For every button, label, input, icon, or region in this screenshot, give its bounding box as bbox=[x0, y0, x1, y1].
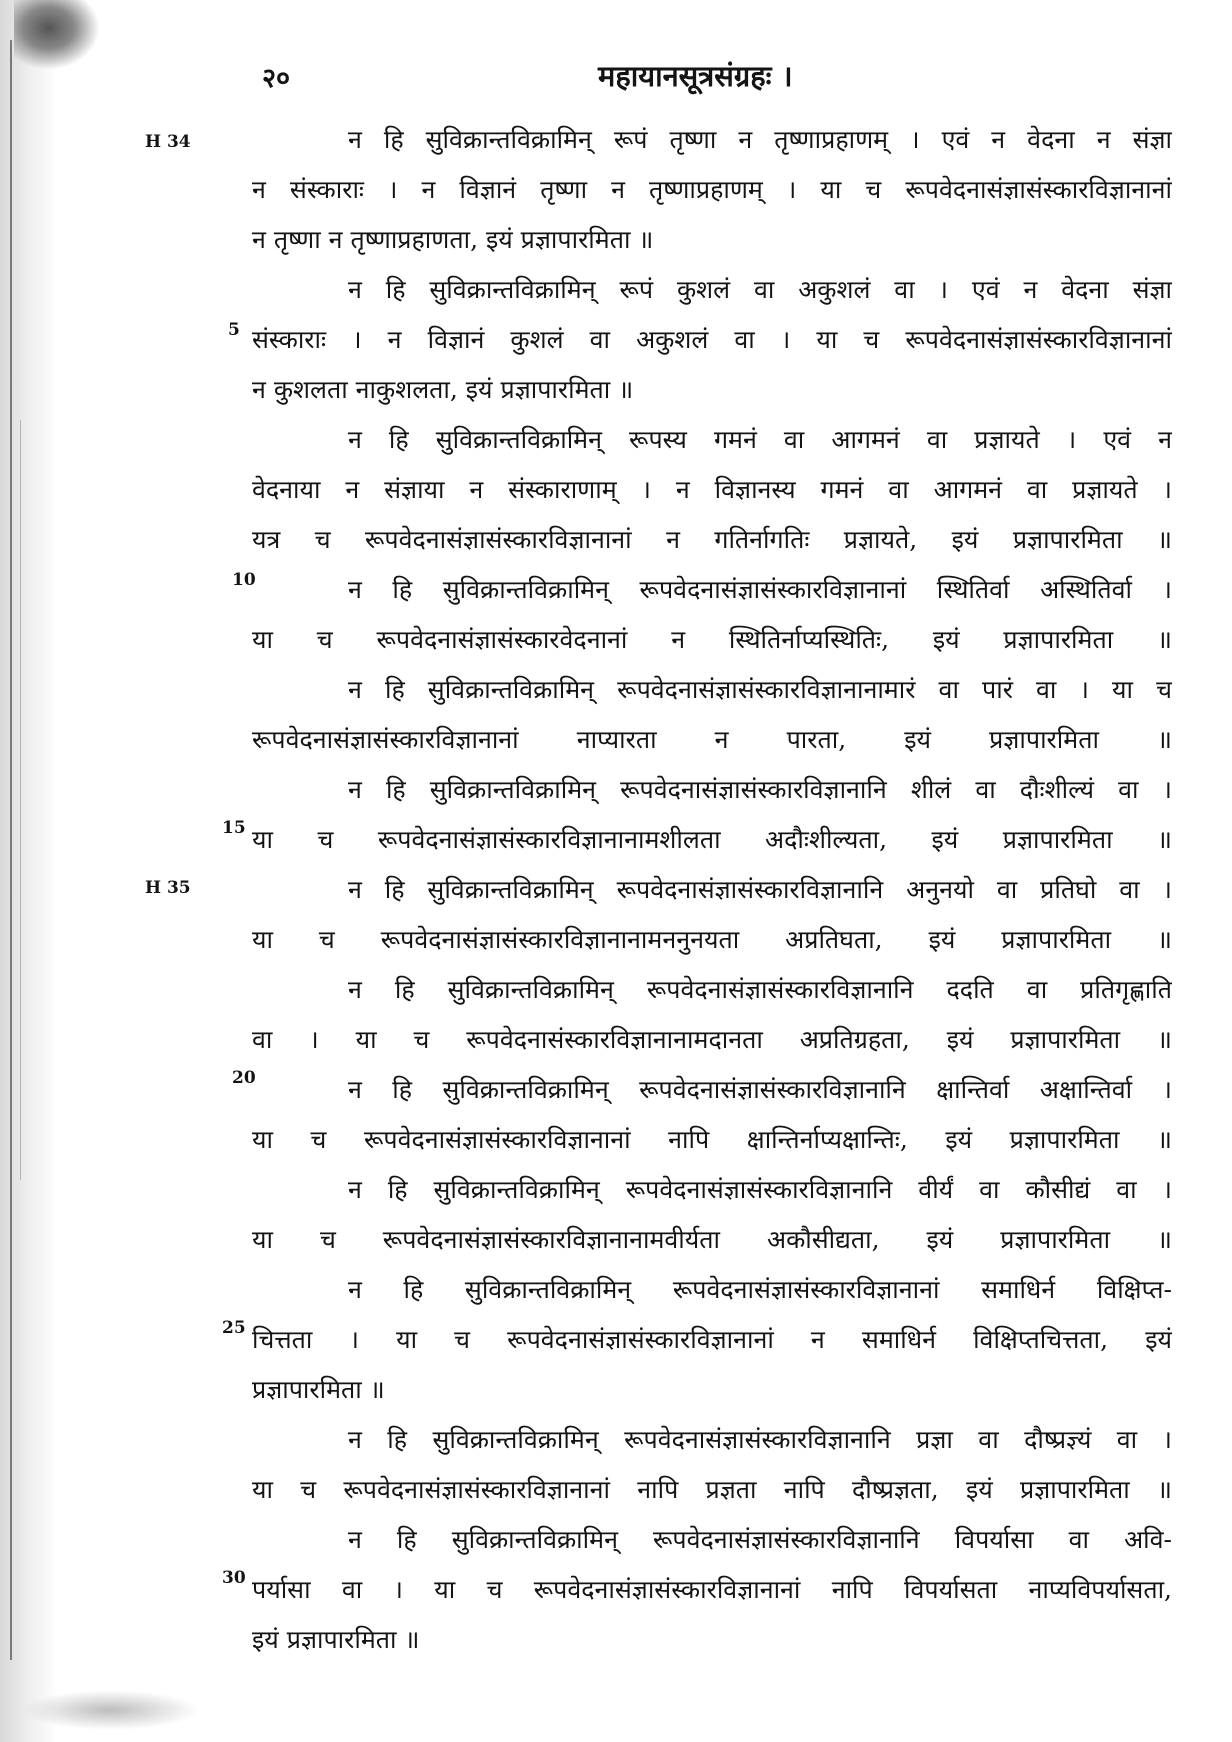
text-line: या च रूपवेदनासंज्ञासंस्कारविज्ञानानां नापि प्रज्ञता नापि दौष्प्रज्ञता, इयं प्रज्ञापारमिता ॥ bbox=[252, 1475, 1172, 1504]
line-number: 15 bbox=[222, 818, 246, 838]
text-line: न तृष्णा न तृष्णाप्रहाणता, इयं प्रज्ञापारमिता ॥ bbox=[252, 225, 654, 254]
line-number: 30 bbox=[222, 1568, 246, 1588]
text-line: वा । या च रूपवेदनासंस्कारविज्ञानानामदानता अप्रतिग्रहता, इयं प्रज्ञापारमिता ॥ bbox=[252, 1025, 1172, 1054]
text-line: न हि सुविक्रान्तविक्रामिन् रूपस्य गमनं वा आगमनं वा प्रज्ञायते । एवं न bbox=[348, 425, 1172, 454]
text-line: या च रूपवेदनासंज्ञासंस्कारविज्ञानानामशीलता अदौःशील्यता, इयं प्रज्ञापारमिता ॥ bbox=[252, 825, 1172, 854]
text-line: न हि सुविक्रान्तविक्रामिन् रूपं कुशलं वा अकुशलं वा । एवं न वेदना संज्ञा bbox=[348, 275, 1172, 304]
line-number: 10 bbox=[232, 570, 256, 590]
text-line: यत्र च रूपवेदनासंज्ञासंस्कारविज्ञानानां न गतिर्नागतिः प्रज्ञायते, इयं प्रज्ञापारमिता ॥ bbox=[252, 525, 1172, 554]
text-line: न हि सुविक्रान्तविक्रामिन् रूपवेदनासंज्ञासंस्कारविज्ञानानि शीलं वा दौःशील्यं वा । bbox=[348, 775, 1172, 804]
text-line: या च रूपवेदनासंज्ञासंस्कारवेदनानां न स्थितिर्नाप्यस्थितिः, इयं प्रज्ञापारमिता ॥ bbox=[252, 625, 1172, 654]
text-line: न हि सुविक्रान्तविक्रामिन् रूपवेदनासंज्ञासंस्कारविज्ञानानि वीर्यं वा कौसीद्यं वा । bbox=[348, 1175, 1172, 1204]
binding-shadow bbox=[0, 0, 58, 1742]
text-line: या च रूपवेदनासंज्ञासंस्कारविज्ञानानां नापि क्षान्तिर्नाप्यक्षान्तिः, इयं प्रज्ञापारमिता ॥ bbox=[252, 1125, 1172, 1154]
text-line: या च रूपवेदनासंज्ञासंस्कारविज्ञानानामननुनयता अप्रतिघता, इयं प्रज्ञापारमिता ॥ bbox=[252, 925, 1172, 954]
text-line: न हि सुविक्रान्तविक्रामिन् रूपवेदनासंज्ञासंस्कारविज्ञानानामारं वा पारं वा । या च bbox=[348, 675, 1172, 704]
text-line: पर्यासा वा । या च रूपवेदनासंज्ञासंस्कारविज्ञानानां नापि विपर्यासता नाप्यविपर्यासता, bbox=[252, 1575, 1172, 1604]
text-line: न हि सुविक्रान्तविक्रामिन् रूपवेदनासंज्ञासंस्कारविज्ञानानि ददति वा प्रतिगृह्णाति bbox=[348, 975, 1172, 1004]
margin-reference: H 34 bbox=[145, 132, 191, 152]
text-line: न हि सुविक्रान्तविक्रामिन् रूपवेदनासंज्ञासंस्कारविज्ञानानि अनुनयो वा प्रतिघो वा । bbox=[348, 875, 1172, 904]
text-line: रूपवेदनासंज्ञासंस्कारविज्ञानानां नाप्यारता न पारता, इयं प्रज्ञापारमिता ॥ bbox=[252, 725, 1172, 754]
binding-edge-line bbox=[10, 40, 12, 1660]
line-number: 20 bbox=[232, 1068, 256, 1088]
text-line: न हि सुविक्रान्तविक्रामिन् रूपवेदनासंज्ञासंस्कारविज्ञानानां समाधिर्न विक्षिप्त- bbox=[348, 1275, 1172, 1304]
text-line: न हि सुविक्रान्तविक्रामिन् रूपवेदनासंज्ञासंस्कारविज्ञानानि प्रज्ञा वा दौष्प्रज्ञ्यं वा । bbox=[348, 1425, 1172, 1454]
text-line: न हि सुविक्रान्तविक्रामिन् रूपं तृष्णा न तृष्णाप्रहाणम् । एवं न वेदना न संज्ञा bbox=[348, 125, 1172, 154]
page-number: २० bbox=[262, 63, 291, 94]
scan-smudge bbox=[20, 1690, 200, 1730]
page-header bbox=[0, 58, 1232, 98]
binding-edge-line bbox=[20, 420, 21, 1180]
text-line: न हि सुविक्रान्तविक्रामिन् रूपवेदनासंज्ञासंस्कारविज्ञानानि विपर्यासा वा अवि- bbox=[348, 1525, 1172, 1554]
running-title: महायानसूत्रसंग्रहः । bbox=[598, 59, 793, 93]
line-number: 25 bbox=[222, 1318, 246, 1338]
margin-reference: H 35 bbox=[145, 878, 191, 898]
text-line: संस्काराः । न विज्ञानं कुशलं वा अकुशलं वा । या च रूपवेदनासंज्ञासंस्कारविज्ञानानां bbox=[252, 325, 1172, 354]
text-line: वेदनाया न संज्ञाया न संस्काराणाम् । न विज्ञानस्य गमनं वा आगमनं वा प्रज्ञायते । bbox=[252, 475, 1172, 504]
text-line: न संस्काराः । न विज्ञानं तृष्णा न तृष्णाप्रहाणम् । या च रूपवेदनासंज्ञासंस्कारविज्ञानानां bbox=[252, 175, 1172, 204]
text-line: न कुशलता नाकुशलता, इयं प्रज्ञापारमिता ॥ bbox=[252, 375, 634, 404]
text-line: चित्तता । या च रूपवेदनासंज्ञासंस्कारविज्ञानानां न समाधिर्न विक्षिप्तचित्तता, इयं bbox=[252, 1325, 1172, 1354]
text-line: न हि सुविक्रान्तविक्रामिन् रूपवेदनासंज्ञासंस्कारविज्ञानानि क्षान्तिर्वा अक्षान्तिर्वा । bbox=[348, 1075, 1172, 1104]
line-number: 5 bbox=[228, 320, 240, 340]
text-line: न हि सुविक्रान्तविक्रामिन् रूपवेदनासंज्ञासंस्कारविज्ञानानां स्थितिर्वा अस्थितिर्वा । bbox=[348, 575, 1172, 604]
text-line: इयं प्रज्ञापारमिता ॥ bbox=[252, 1625, 420, 1654]
text-line: या च रूपवेदनासंज्ञासंस्कारविज्ञानानामवीर्यता अकौसीद्यता, इयं प्रज्ञापारमिता ॥ bbox=[252, 1225, 1172, 1254]
text-line: प्रज्ञापारमिता ॥ bbox=[252, 1375, 385, 1404]
